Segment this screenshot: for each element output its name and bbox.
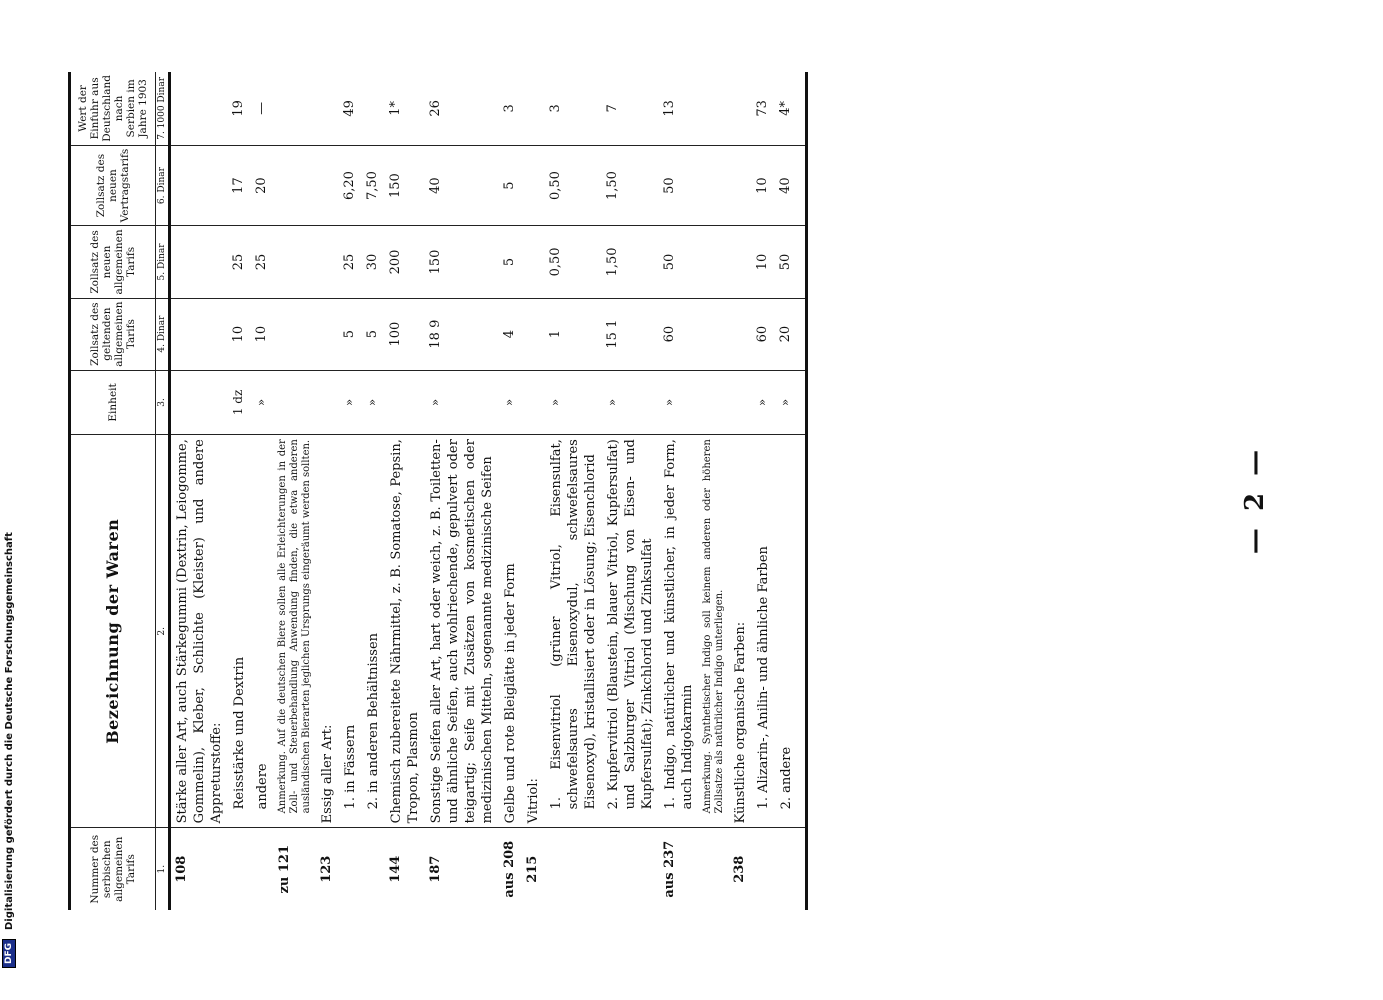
goods-description-cell-text: Gelbe und rote Bleiglätte in jeder Form [503,563,518,824]
goods-description-cell [602,435,659,828]
new-contract-rate-cell [425,145,499,226]
unit-cell-text: » [365,398,379,407]
goods-description-cell-text: Reisstärke und Dextrin [232,656,247,810]
tariff-number-cell [522,828,545,910]
colnum-5: 5. Dinar [156,226,170,298]
new-contract-rate-cell [274,145,316,226]
table-row [228,72,251,910]
goods-description-cell [316,435,339,828]
new-contract-rate-cell [729,145,752,226]
new-general-rate-cell [228,226,251,298]
header-tariff-number: Nummer des serbischen allgemeinen Tarifs [70,828,156,910]
page-number: — 2 — [1240,445,1270,555]
unit-cell [602,370,659,434]
table-row [752,72,775,910]
digitization-footer [0,0,20,1000]
unit-cell [274,370,316,434]
table-row [699,72,729,910]
new-general-rate-cell [522,226,545,298]
new-contract-rate-cell-text: 40 [778,177,793,194]
new-general-rate-cell-text: 5 [502,257,517,267]
colnum-6: 6. Dinar [156,145,170,226]
current-general-rate-cell-text: 1 [548,329,563,339]
new-general-rate-cell [339,226,362,298]
import-value-cell [729,72,752,145]
current-general-rate-cell [228,298,251,370]
unit-cell [545,370,602,434]
new-contract-rate-cell-text: 0,50 [548,171,563,201]
goods-description-cell-text: 2. Kupfervitriol (Blaustein, blauer Vitriol, Kupfersulfat) und Salzburger Vitriol (Mischung von Eisen- und Kupfersulfat); Zinkchlorid und Zinksulfat [606,439,655,810]
tariff-number-cell [729,828,752,910]
import-value-cell [659,72,699,145]
import-value-cell-text: 73 [755,100,770,117]
new-contract-rate-cell [316,145,339,226]
goods-description-cell [339,435,362,828]
tariff-number-cell [385,828,425,910]
unit-cell [775,370,807,434]
table-row [545,72,602,910]
tariff-number-cell-text: aus 237 [662,840,677,898]
import-value-cell [522,72,545,145]
unit-cell-text: » [778,398,792,407]
new-general-rate-cell-text: 30 [365,253,380,271]
current-general-rate-cell-text: 100 [388,321,403,347]
new-contract-rate-cell [251,145,274,226]
tariff-number-cell-text: 187 [428,855,443,883]
tariff-number-cell [659,828,699,910]
unit-cell [659,370,699,434]
table-row [729,72,752,910]
new-contract-rate-cell [339,145,362,226]
tariff-rows [170,72,807,910]
new-general-rate-cell [775,226,807,298]
current-general-rate-cell-text: 10 [231,325,246,343]
goods-description-cell-text: 1. Indigo, natürlicher und künstlicher, in jeder Form, auch Indigokarmin [663,439,695,810]
tariff-number-cell [362,828,385,910]
new-general-rate-cell-text: 0,50 [548,247,563,277]
new-general-rate-cell-text: 150 [428,249,443,275]
tariff-number-cell-text: zu 121 [277,844,292,894]
new-general-rate-cell [170,226,229,298]
tariff-number-cell-text: aus 208 [502,840,517,898]
current-general-rate-cell-text: 20 [778,325,793,343]
current-general-rate-cell-text: 60 [662,325,677,343]
import-value-cell-text: 49 [342,100,357,117]
unit-cell [339,370,362,434]
unit-cell-text: » [428,398,442,407]
tariff-number-cell [752,828,775,910]
goods-description-cell [170,435,229,828]
new-contract-rate-cell [545,145,602,226]
unit-cell [385,370,425,434]
header-unit: Einheit [70,370,156,434]
import-value-cell [228,72,251,145]
current-general-rate-cell-text: 4 [502,329,517,339]
new-general-rate-cell [251,226,274,298]
header-import-value: Wert der Einfuhr aus Deutschland nach Serbien im Jahre 1903 [70,72,156,145]
new-contract-rate-cell-text: 40 [428,177,443,194]
tariff-number-cell [425,828,499,910]
new-general-rate-cell [425,226,499,298]
import-value-cell [170,72,229,145]
table-row [339,72,362,910]
goods-description-cell [362,435,385,828]
new-contract-rate-cell [170,145,229,226]
unit-cell [251,370,274,434]
new-contract-rate-cell [385,145,425,226]
goods-description-cell [752,435,775,828]
new-general-rate-cell-text: 50 [662,253,677,271]
current-general-rate-cell [775,298,807,370]
tariff-number-cell [699,828,729,910]
unit-cell [228,370,251,434]
new-contract-rate-cell [522,145,545,226]
new-contract-rate-cell-text: 7,50 [365,171,380,201]
goods-description-cell-text: 1. in Fässern [343,724,358,810]
import-value-cell-text: — [254,101,269,115]
new-general-rate-cell [499,226,522,298]
table-row [499,72,522,910]
current-general-rate-cell-text: 10 [254,325,269,343]
current-general-rate-cell [362,298,385,370]
unit-cell-text: 1 dz [231,389,245,416]
new-general-rate-cell [729,226,752,298]
goods-description-cell [659,435,699,828]
goods-description-cell [499,435,522,828]
table-row [659,72,699,910]
tariff-number-cell [228,828,251,910]
import-value-cell [274,72,316,145]
new-general-rate-cell-text: 25 [231,253,246,271]
new-general-rate-cell-text: 200 [388,249,403,275]
header-new-contract-rate: Zollsatz des neuen Vertragstarifs [70,145,156,226]
goods-description-cell-text: Anmerkung. Auf die deutschen Biere sollen alle Erleichterungen in der Zoll- und Steuerbehandlung Anwendung finden, die etwa anderen ausländischen Bierarten jeglichen Ursprungs eingeräumt werden sollten. [277,439,312,814]
new-general-rate-cell-text: 1,50 [605,247,620,277]
new-contract-rate-cell [659,145,699,226]
tariff-number-cell-text: 123 [319,855,334,883]
tariff-number-cell-text: 238 [732,855,747,883]
import-value-cell-text: 3 [548,104,563,113]
current-general-rate-cell [170,298,229,370]
current-general-rate-cell [699,298,729,370]
import-value-cell [316,72,339,145]
current-general-rate-cell [274,298,316,370]
new-contract-rate-cell-text: 17 [231,177,246,194]
unit-cell [522,370,545,434]
colnum-3: 3. [156,370,170,434]
goods-description-cell-text: 1. Eisenvitriol (grüner Vitriol, Eisensulfat, schwefelsaures Eisenoxydul, schwefelsaures Eisenoxyd), kristallisiert oder in Lösung; Eisenchlorid [549,439,598,810]
unit-cell [499,370,522,434]
new-general-rate-cell [274,226,316,298]
current-general-rate-cell [251,298,274,370]
tariff-number-cell-text: 144 [388,855,403,883]
table-row [522,72,545,910]
new-general-rate-cell [362,226,385,298]
goods-description-cell-text: Chemisch zubereitete Nährmittel, z. B. Somatose, Pepsin, Tropon, Plasmon [389,439,421,824]
tariff-table [68,72,808,910]
goods-description-cell [274,435,316,828]
goods-description-cell-text: Anmerkung. Synthetischer Indigo soll keinem anderen oder höheren Zollsatze als natürlicher Indigo unterliegen. [702,439,725,814]
goods-description-cell [228,435,251,828]
goods-description-cell [385,435,425,828]
goods-description-cell [251,435,274,828]
header-goods-description: Bezeichnung der Waren [70,435,156,828]
colnum-7: 7. 1000 Dinar [156,72,170,145]
new-contract-rate-cell [699,145,729,226]
table-row [316,72,339,910]
new-contract-rate-cell [775,145,807,226]
table-row [362,72,385,910]
current-general-rate-cell [602,298,659,370]
tariff-number-cell [775,828,807,910]
goods-description-cell [775,435,807,828]
header-new-general-rate: Zollsatz des neuen allgemeinen Tarifs [70,226,156,298]
tariff-number-cell [339,828,362,910]
import-value-cell [385,72,425,145]
colnum-4: 4. Dinar [156,298,170,370]
current-general-rate-cell-text: 18 9 [428,319,443,349]
unit-cell-text: » [254,398,268,407]
tariff-number-cell [251,828,274,910]
current-general-rate-cell-text: 5 [342,329,357,339]
unit-cell [425,370,499,434]
goods-description-cell [699,435,729,828]
goods-description-cell-text: Vitriol: [526,778,541,824]
current-general-rate-cell [425,298,499,370]
new-general-rate-cell-text: 25 [342,253,357,271]
tariff-number-cell [316,828,339,910]
dfg-logo: DFG [2,939,16,968]
new-contract-rate-cell-text: 20 [254,177,269,194]
table-row [602,72,659,910]
import-value-cell [362,72,385,145]
goods-description-cell-text: 2. andere [779,746,794,810]
goods-description-cell [729,435,752,828]
current-general-rate-cell [339,298,362,370]
import-value-cell [775,72,807,145]
table-row [425,72,499,910]
unit-cell [699,370,729,434]
new-general-rate-cell-text: 10 [755,253,770,271]
import-value-cell [251,72,274,145]
table-row [251,72,274,910]
current-general-rate-cell-text: 15 1 [605,319,620,349]
tariff-number-cell [170,828,229,910]
current-general-rate-cell-text: 60 [755,325,770,343]
new-contract-rate-cell-text: 150 [388,173,403,198]
import-value-cell [499,72,522,145]
table-row [775,72,807,910]
unit-cell-text: » [502,398,516,407]
new-general-rate-cell [316,226,339,298]
new-general-rate-cell [385,226,425,298]
new-contract-rate-cell [499,145,522,226]
import-value-cell-text: 1* [388,101,403,116]
unit-cell [752,370,775,434]
unit-cell-text: » [662,398,676,407]
new-contract-rate-cell [752,145,775,226]
current-general-rate-cell [729,298,752,370]
digitization-note: Digitalisierung gefördert durch die Deutsche Forschungsgemeinschaft [4,532,15,930]
new-general-rate-cell [602,226,659,298]
unit-cell-text: » [342,398,356,407]
new-general-rate-cell [659,226,699,298]
tariff-number-cell [545,828,602,910]
new-general-rate-cell-text: 25 [254,253,269,271]
import-value-cell [339,72,362,145]
current-general-rate-cell [545,298,602,370]
new-contract-rate-cell-text: 6,20 [342,171,357,201]
current-general-rate-cell [385,298,425,370]
goods-description-cell-text: andere [255,763,270,810]
tariff-number-cell-text: 108 [174,855,189,883]
colnum-2: 2. [156,435,170,828]
table-row [385,72,425,910]
new-contract-rate-cell [228,145,251,226]
new-general-rate-cell-text: 50 [778,253,793,271]
goods-description-cell [425,435,499,828]
current-general-rate-cell [752,298,775,370]
import-value-cell [699,72,729,145]
import-value-cell [545,72,602,145]
unit-cell [362,370,385,434]
unit-cell-text: » [548,398,562,407]
unit-cell [316,370,339,434]
import-value-cell-text: 4* [778,101,793,116]
goods-description-cell-text: Sonstige Seifen aller Art, hart oder weich, z. B. Toiletten- und ähnliche Seifen, auch wohlriechende, gepulvert oder teigartig; Seife mit Zusätzen von kosmetischen oder medizinischen Mitteln, sogenannte medizinische Seifen [429,439,495,824]
header-current-general-rate: Zollsatz des geltenden allgemeinen Tarifs [70,298,156,370]
import-value-cell [425,72,499,145]
import-value-cell [602,72,659,145]
new-contract-rate-cell-text: 5 [502,181,517,190]
new-contract-rate-cell-text: 1,50 [605,171,620,201]
new-contract-rate-cell-text: 50 [662,177,677,194]
current-general-rate-cell [499,298,522,370]
import-value-cell-text: 7 [605,104,620,113]
unit-cell-text: » [755,398,769,407]
goods-description-cell [545,435,602,828]
import-value-cell-text: 26 [428,100,443,117]
goods-description-cell-text: Stärke aller Art, auch Stärkegummi (Dextrin, Leiogomme, Gommelin), Kleber, Schlichte (Kleister) und andere Appreturstoffe: [175,439,224,824]
tariff-number-cell-text: 215 [525,855,540,883]
new-general-rate-cell [752,226,775,298]
new-contract-rate-cell [602,145,659,226]
import-value-cell-text: 19 [231,100,246,117]
current-general-rate-cell [659,298,699,370]
tariff-number-cell [602,828,659,910]
goods-description-cell [522,435,545,828]
new-contract-rate-cell [362,145,385,226]
import-value-cell-text: 3 [502,104,517,113]
table-row [170,72,229,910]
tariff-number-cell [274,828,316,910]
unit-cell-text: » [605,398,619,407]
new-general-rate-cell [545,226,602,298]
goods-description-cell-text: Künstliche organische Farben: [733,621,748,824]
tariff-number-cell [499,828,522,910]
unit-cell [170,370,229,434]
table-row [274,72,316,910]
colnum-1: 1. [156,828,170,910]
import-value-cell [752,72,775,145]
unit-cell [729,370,752,434]
current-general-rate-cell-text: 5 [365,329,380,339]
import-value-cell-text: 13 [662,100,677,117]
current-general-rate-cell [522,298,545,370]
current-general-rate-cell [316,298,339,370]
goods-description-cell-text: Essig aller Art: [320,724,335,824]
new-general-rate-cell [699,226,729,298]
goods-description-cell-text: 1. Alizarin-, Anilin- und ähnliche Farben [756,546,771,810]
goods-description-cell-text: 2. in anderen Behältnissen [366,632,381,810]
new-contract-rate-cell-text: 10 [755,177,770,194]
